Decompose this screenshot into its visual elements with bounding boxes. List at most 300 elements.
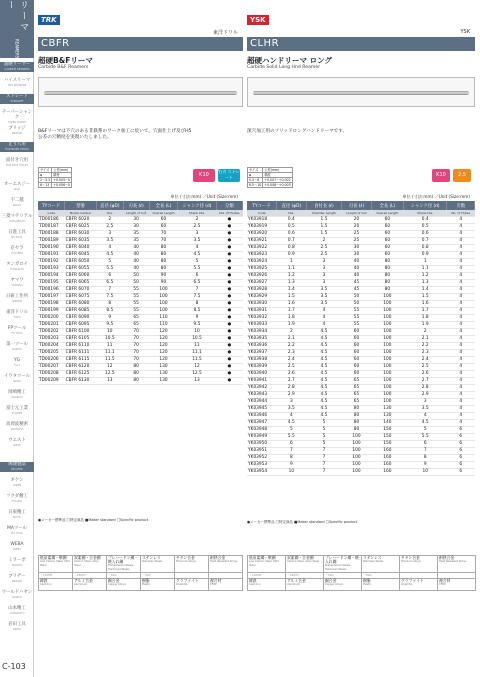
table-row bbox=[38, 301, 243, 308]
table-cell: 150 bbox=[371, 434, 403, 441]
table-cell: 30 bbox=[123, 217, 149, 224]
side-item[interactable]: オーエスジー OSG bbox=[3, 182, 31, 191]
table-row bbox=[247, 406, 475, 413]
material-table-left bbox=[38, 555, 243, 591]
side-item[interactable]: ブリヂー BRIDGE bbox=[8, 574, 26, 583]
table-cell: 4 bbox=[447, 217, 475, 224]
table-cell: ● bbox=[216, 315, 242, 322]
table-cell: 80 bbox=[149, 252, 177, 259]
table-cell: 11 bbox=[97, 343, 123, 350]
table-cell: 4 bbox=[447, 399, 475, 406]
product-title: CLHR bbox=[247, 37, 475, 51]
table-cell: 2.3 bbox=[276, 350, 306, 357]
side-item[interactable]: 第一ツール DAIICHI bbox=[6, 342, 28, 351]
side-item[interactable]: MAツール MA TOOL bbox=[7, 526, 27, 535]
table-cell: 0.4 bbox=[403, 217, 446, 224]
table-cell: 4.5 bbox=[306, 364, 341, 371]
table-cell: CBFR 6050 bbox=[65, 259, 97, 266]
table-cell: 2 bbox=[276, 329, 306, 336]
table-cell: 6 bbox=[403, 441, 446, 448]
table-cell: 2.1 bbox=[403, 336, 446, 343]
column-header: 分類 bbox=[216, 201, 242, 210]
table-cell: 0.8 bbox=[403, 245, 446, 252]
table-cell: 5 bbox=[97, 259, 123, 266]
side-item[interactable]: ストレート STRAIGHT bbox=[0, 94, 34, 104]
table-row bbox=[247, 427, 475, 434]
table-row bbox=[38, 217, 243, 224]
column-header: 全長 (L) bbox=[149, 201, 177, 210]
table-cell: 4 bbox=[447, 224, 475, 231]
side-item[interactable]: フクダ精工 FUKUDA bbox=[6, 494, 28, 503]
table-cell: 120 bbox=[149, 329, 177, 336]
legend: ●メーカー標準品 □特定商品 ■Maker standard □Specific product bbox=[38, 518, 149, 522]
table-cell: 55 bbox=[342, 322, 372, 329]
column-header: 刃長 (ℓ) bbox=[342, 201, 372, 210]
table-cell: YK03940 bbox=[247, 371, 276, 378]
side-item[interactable]: イワタツール IWATA bbox=[3, 374, 31, 383]
table-cell: 80 bbox=[371, 273, 403, 280]
material-table-right bbox=[247, 555, 476, 591]
table-cell: 100 bbox=[371, 399, 403, 406]
tolerance-cell: φ bbox=[248, 173, 263, 178]
side-item[interactable]: 高周波精密 KOSHUHA bbox=[6, 422, 28, 431]
table-cell: 1.9 bbox=[403, 322, 446, 329]
table-cell: 4.5 bbox=[403, 420, 446, 427]
table-row bbox=[38, 343, 243, 350]
side-item[interactable]: 面付き穴用 FOR FACE HOLES bbox=[5, 158, 29, 167]
side-item[interactable]: YG YG-1 bbox=[13, 358, 21, 367]
table-cell: 5.5 bbox=[276, 434, 306, 441]
table-cell: 7 bbox=[276, 448, 306, 455]
table-cell: 160 bbox=[371, 448, 403, 455]
material-cell: 鋳鉄 Cast Iron bbox=[248, 579, 286, 591]
column-subheader: Dia. bbox=[276, 210, 306, 217]
table-cell: 2.5 bbox=[306, 245, 341, 252]
table-cell: 40 bbox=[123, 259, 149, 266]
side-item[interactable]: タンガロイ TUNGALOY bbox=[6, 262, 28, 271]
table-cell: 7 bbox=[306, 469, 341, 476]
table-row bbox=[247, 385, 475, 392]
side-item[interactable]: 日東精工 NITTO bbox=[8, 510, 26, 519]
table-cell: ● bbox=[216, 280, 242, 287]
side-header: リーマー REAMERS bbox=[0, 0, 34, 58]
hardness-cell: 〜480HC bbox=[73, 573, 107, 579]
side-item[interactable]: 日進工具 NS TOOL bbox=[8, 230, 26, 239]
table-cell: 6 bbox=[447, 448, 475, 455]
table-cell: ● bbox=[216, 364, 242, 371]
table-cell: 5.5 bbox=[403, 434, 446, 441]
table-row bbox=[247, 399, 475, 406]
table-cell: 120 bbox=[149, 343, 177, 350]
table-cell: TD00194 bbox=[38, 273, 65, 280]
table-cell: 4.5 bbox=[306, 336, 341, 343]
table-cell: 20 bbox=[342, 217, 372, 224]
material-cell: 樹脂 Plastic bbox=[362, 579, 400, 591]
table-cell: 100 bbox=[371, 301, 403, 308]
side-item[interactable]: ブリッジ BRIDGE bbox=[8, 126, 26, 135]
table-cell: 7.5 bbox=[97, 294, 123, 301]
table-cell: 4 bbox=[447, 238, 475, 245]
material-cell: 鋳鉄 Cast Iron bbox=[39, 579, 73, 591]
table-cell: 60 bbox=[342, 364, 372, 371]
side-item[interactable]: 岡崎精工 OKAZAKI bbox=[8, 390, 26, 399]
table-cell: 9 bbox=[403, 462, 446, 469]
table-cell: YK03935 bbox=[247, 336, 276, 343]
table-cell: 65 bbox=[123, 322, 149, 329]
side-item[interactable]: FPツール FP TOOL bbox=[7, 326, 27, 335]
table-cell: ● bbox=[216, 308, 242, 315]
material-cell: ステンレス Stainless Steels bbox=[141, 556, 175, 573]
table-cell: 1.4 bbox=[403, 287, 446, 294]
table-cell: 0.7 bbox=[276, 238, 306, 245]
table-row bbox=[38, 266, 243, 273]
side-item[interactable]: ヤマワ YAMAWA bbox=[10, 278, 24, 287]
hardness-cell: 〜HRC bbox=[324, 573, 362, 579]
table-cell: ● bbox=[216, 259, 242, 266]
table-cell: 2.1 bbox=[276, 336, 306, 343]
table-cell: 4.5 bbox=[306, 357, 341, 364]
table-cell: 1.8 bbox=[276, 315, 306, 322]
column-header: TYコード bbox=[247, 201, 276, 210]
material-cell: グラファイト Graphite bbox=[400, 579, 438, 591]
table-cell: 2.2 bbox=[276, 343, 306, 350]
table-cell: 100 bbox=[371, 371, 403, 378]
hardness-cell: 〜HRC bbox=[141, 573, 175, 579]
table-cell: YK03939 bbox=[247, 364, 276, 371]
column-header: 直径 (φD) bbox=[97, 201, 123, 210]
side-item[interactable]: ギケン GIKEN bbox=[10, 478, 24, 487]
table-cell: 1.5 bbox=[306, 217, 341, 224]
table-cell: 130 bbox=[371, 413, 403, 420]
table-cell: 1.5 bbox=[403, 294, 446, 301]
table-cell: 4 bbox=[447, 280, 475, 287]
material-cell: プレハードン鋼・焼入れ鋼 Prehardened Steels, Hardened Steels bbox=[324, 556, 362, 573]
material-cell: グラファイト Graphite bbox=[175, 579, 209, 591]
table-cell: 8.5 bbox=[97, 308, 123, 315]
table-cell: 2.7 bbox=[276, 378, 306, 385]
table-cell: 4.5 bbox=[306, 378, 341, 385]
side-item[interactable]: 京セラ KYOCERA bbox=[10, 246, 24, 255]
column-subheader: Length of Cut bbox=[342, 210, 372, 217]
table-cell: 4 bbox=[447, 371, 475, 378]
table-cell: 100 bbox=[149, 301, 177, 308]
table-cell: TD00196 bbox=[38, 287, 65, 294]
table-cell: YK03952 bbox=[247, 455, 276, 462]
tool-image bbox=[247, 77, 475, 107]
table-row bbox=[247, 329, 475, 336]
table-cell: 100 bbox=[371, 350, 403, 357]
side-item[interactable]: 山本精工 YAMAMOTO bbox=[8, 606, 26, 615]
table-cell: 8.5 bbox=[178, 308, 216, 315]
table-cell: ● bbox=[216, 266, 242, 273]
table-cell: 9 bbox=[97, 315, 123, 322]
side-item[interactable]: 関連製品 RELATED bbox=[0, 462, 34, 472]
table-cell: YK03944 bbox=[247, 399, 276, 406]
tolerance-cell: 6～13 bbox=[39, 183, 52, 188]
table-cell: 7 bbox=[306, 462, 341, 469]
table-cell: ● bbox=[216, 357, 242, 364]
table-cell: 70 bbox=[149, 231, 177, 238]
table-cell: 160 bbox=[371, 469, 403, 476]
table-cell: 9.5 bbox=[178, 322, 216, 329]
table-cell: 90 bbox=[149, 273, 177, 280]
side-item[interactable]: テーパーシャンク TAPER SHANK bbox=[1, 110, 33, 124]
product-name-jp: 超硬B&Fリーマ bbox=[38, 56, 93, 65]
table-cell: 45 bbox=[342, 280, 372, 287]
table-cell: 3.5 bbox=[276, 406, 306, 413]
table-cell: 4.5 bbox=[306, 343, 341, 350]
column-subheader: Overall Length bbox=[149, 210, 177, 217]
table-cell: TD00209 bbox=[38, 378, 65, 385]
table-cell: 4 bbox=[447, 259, 475, 266]
column-subheader: Chamfer Length bbox=[306, 210, 341, 217]
table-cell: CBFR 6111 bbox=[65, 350, 97, 357]
table-row bbox=[38, 364, 243, 371]
material-cell: 銅合金 Copper Alloys bbox=[324, 579, 362, 591]
table-row bbox=[247, 231, 475, 238]
tolerance-cell: 精度 bbox=[263, 173, 292, 178]
table-row bbox=[38, 273, 243, 280]
table-cell: 100 bbox=[371, 315, 403, 322]
table-cell: 10.5 bbox=[178, 336, 216, 343]
tolerance-cell: 6.5～10 bbox=[249, 183, 262, 187]
side-item[interactable]: 日研工作所 NIKKEN bbox=[6, 294, 28, 303]
product-name-jp: 超硬ハンドリーマ ロング bbox=[247, 56, 332, 65]
table-cell: 60 bbox=[371, 238, 403, 245]
table-cell: 150 bbox=[371, 427, 403, 434]
table-row bbox=[247, 315, 475, 322]
table-cell: 4 bbox=[447, 322, 475, 329]
table-row bbox=[247, 322, 475, 329]
table-cell: 1.1 bbox=[403, 266, 446, 273]
side-item[interactable]: 富士元工業 FUJIGEN bbox=[6, 406, 28, 415]
table-cell: CBFR 6075 bbox=[65, 294, 97, 301]
table-cell: 13 bbox=[178, 378, 216, 385]
table-cell: 100 bbox=[371, 364, 403, 371]
table-cell: 80 bbox=[149, 259, 177, 266]
table-cell: 2.6 bbox=[403, 371, 446, 378]
column-header: 型番 bbox=[65, 201, 97, 210]
table-cell: 1.2 bbox=[276, 273, 306, 280]
table-cell: 4 bbox=[447, 413, 475, 420]
table-row bbox=[247, 343, 475, 350]
side-item[interactable]: ハイスリーマ HSS REAMERS bbox=[3, 78, 31, 87]
table-cell: 30 bbox=[123, 224, 149, 231]
table-cell: 2.8 bbox=[276, 385, 306, 392]
table-cell: 1.5 bbox=[276, 294, 306, 301]
table-row bbox=[247, 287, 475, 294]
table-cell: 0.9 bbox=[276, 252, 306, 259]
table-row bbox=[38, 329, 243, 336]
table-cell: 60 bbox=[371, 217, 403, 224]
table-cell: 6 bbox=[178, 273, 216, 280]
table-cell: 4 bbox=[306, 322, 341, 329]
flute-icon: 右刃 ストレート bbox=[218, 169, 240, 180]
table-cell: 60 bbox=[149, 224, 177, 231]
table-cell: 80 bbox=[123, 371, 149, 378]
side-item[interactable]: 岩田工具 IWATA bbox=[8, 622, 26, 631]
side-item[interactable]: ワールドハヤシ WORLD bbox=[1, 590, 33, 599]
table-cell: 11 bbox=[178, 343, 216, 350]
table-cell: 2.7 bbox=[403, 378, 446, 385]
table-cell: 25 bbox=[342, 231, 372, 238]
table-cell: 55 bbox=[123, 294, 149, 301]
table-cell: 4 bbox=[447, 378, 475, 385]
table-cell: YK03936 bbox=[247, 343, 276, 350]
table-cell: 70 bbox=[123, 336, 149, 343]
table-cell: ● bbox=[216, 231, 242, 238]
material-cell: 樹脂 Plastic bbox=[141, 579, 175, 591]
side-item[interactable]: ウエスト WEST bbox=[8, 438, 26, 447]
material-cell: 耐熱合金 Heat Resistant Alloys bbox=[438, 556, 476, 573]
table-cell: 1.7 bbox=[403, 308, 446, 315]
tolerance-table bbox=[38, 167, 72, 188]
table-cell: 80 bbox=[149, 266, 177, 273]
table-cell: 4 bbox=[97, 245, 123, 252]
hardness-cell: 〜480HC bbox=[286, 573, 324, 579]
tolerance-cell: +0.005~0 bbox=[53, 178, 70, 182]
table-cell: 4 bbox=[447, 343, 475, 350]
table-cell: 100 bbox=[342, 448, 372, 455]
table-row bbox=[247, 238, 475, 245]
table-cell: 80 bbox=[371, 266, 403, 273]
table-cell: TD00208 bbox=[38, 371, 65, 378]
table-cell: 0.9 bbox=[403, 252, 446, 259]
table-cell: 5.5 bbox=[97, 266, 123, 273]
table-cell: TD00191 bbox=[38, 252, 65, 259]
table-cell: 130 bbox=[149, 378, 177, 385]
table-cell: TD00202 bbox=[38, 329, 65, 336]
table-row bbox=[247, 252, 475, 259]
table-cell: CBFR 6095 bbox=[65, 322, 97, 329]
table-cell: ● bbox=[216, 224, 242, 231]
material-cell: チタン合金 Titanium Alloys bbox=[175, 556, 209, 573]
table-cell: 6 bbox=[447, 441, 475, 448]
table-cell: CBFR 6110 bbox=[65, 343, 97, 350]
table-row bbox=[38, 231, 243, 238]
table-cell: YK03949 bbox=[247, 434, 276, 441]
side-item[interactable]: 東洋ドリル TOYO bbox=[6, 310, 28, 319]
table-cell: YK03930 bbox=[247, 301, 276, 308]
material-cell: 銅合金 Copper Alloys bbox=[107, 579, 141, 591]
table-row bbox=[247, 245, 475, 252]
column-header: 刃長 (ℓ) bbox=[123, 201, 149, 210]
table-cell: 50 bbox=[123, 280, 149, 287]
maker-name: 東洋ドリル bbox=[212, 30, 238, 36]
tolerance-cell: 公差(mm) bbox=[263, 168, 292, 173]
table-cell: 4.5 bbox=[97, 252, 123, 259]
table-cell: CBFR 6055 bbox=[65, 266, 97, 273]
table-cell: 60 bbox=[342, 343, 372, 350]
table-cell: 1.2 bbox=[403, 273, 446, 280]
page-number: C-103 bbox=[2, 662, 26, 671]
side-item[interactable]: 止り穴用 FOR BLIND HOLES bbox=[0, 142, 34, 152]
side-item[interactable]: WEBA WEBA bbox=[10, 542, 24, 551]
table-cell: 80 bbox=[342, 427, 372, 434]
table-cell: 4.5 bbox=[306, 406, 341, 413]
table-cell: 1.5 bbox=[306, 231, 341, 238]
table-cell: 10 bbox=[403, 469, 446, 476]
table-cell: 2.9 bbox=[276, 392, 306, 399]
table-cell: 80 bbox=[371, 259, 403, 266]
table-cell: YK03921 bbox=[247, 238, 276, 245]
table-cell: ● bbox=[216, 350, 242, 357]
table-cell: 2 bbox=[306, 238, 341, 245]
table-cell: CBFR 6085 bbox=[65, 308, 97, 315]
table-cell: 0.7 bbox=[403, 238, 446, 245]
side-item[interactable]: 不二越 NACHI bbox=[10, 198, 24, 207]
table-cell: CBFR 6065 bbox=[65, 280, 97, 287]
table-cell: 6.5 bbox=[178, 280, 216, 287]
column-subheader: Overall Length bbox=[371, 210, 403, 217]
table-cell: 65 bbox=[342, 378, 372, 385]
table-cell: 3 bbox=[178, 231, 216, 238]
table-cell: YK03920 bbox=[247, 231, 276, 238]
table-cell: 70 bbox=[123, 329, 149, 336]
column-header: 直径 (φD) bbox=[276, 201, 306, 210]
table-cell: 60 bbox=[149, 217, 177, 224]
column-subheader: Shank Dia. bbox=[178, 210, 216, 217]
table-cell: 12 bbox=[97, 364, 123, 371]
table-cell: 3.5 bbox=[97, 238, 123, 245]
table-cell: 2.5 bbox=[276, 364, 306, 371]
table-cell: 6 bbox=[447, 427, 475, 434]
column-subheader: Code bbox=[38, 210, 65, 217]
table-cell: ● bbox=[216, 287, 242, 294]
table-cell: 5 bbox=[306, 441, 341, 448]
table-cell: 2.8 bbox=[403, 385, 446, 392]
table-cell: YK03918 bbox=[247, 217, 276, 224]
table-cell: 0.6 bbox=[276, 231, 306, 238]
table-cell: 35 bbox=[123, 231, 149, 238]
table-cell: 2.5 bbox=[178, 224, 216, 231]
table-cell: 5 bbox=[306, 427, 341, 434]
table-cell: 4.5 bbox=[306, 329, 341, 336]
column-header: シャンク径 (d) bbox=[178, 201, 216, 210]
table-cell: 7 bbox=[403, 448, 446, 455]
table-cell: ● bbox=[216, 238, 242, 245]
table-cell: 4 bbox=[306, 308, 341, 315]
table-cell: 60 bbox=[371, 231, 403, 238]
side-item[interactable]: 超硬リーマー CARBIDE REAMERS bbox=[0, 62, 34, 72]
product-title: CBFR bbox=[38, 37, 243, 51]
table-cell: ● bbox=[216, 378, 242, 385]
table-cell: 80 bbox=[123, 364, 149, 371]
table-cell: 4 bbox=[447, 308, 475, 315]
table-cell: TD00195 bbox=[38, 280, 65, 287]
table-cell: 100 bbox=[149, 294, 177, 301]
side-item[interactable]: 三菱マテリアル MITSUBISHI bbox=[1, 214, 33, 223]
table-cell: 11.1 bbox=[97, 350, 123, 357]
table-row bbox=[38, 259, 243, 266]
material-cell: アルミ合金 Aluminum bbox=[73, 579, 107, 591]
table-cell: CBFR 6030 bbox=[65, 231, 97, 238]
table-cell: 12.5 bbox=[97, 371, 123, 378]
table-cell: ● bbox=[216, 336, 242, 343]
side-item[interactable]: ミラーポ MIRAPO bbox=[8, 558, 26, 567]
table-cell: YK03927 bbox=[247, 280, 276, 287]
table-row bbox=[247, 462, 475, 469]
table-cell: YK03948 bbox=[247, 427, 276, 434]
table-cell: YK03950 bbox=[247, 441, 276, 448]
hardness-cell: 〜HRC bbox=[107, 573, 141, 579]
tolerance-table bbox=[247, 167, 293, 188]
table-cell: 4.5 bbox=[306, 350, 341, 357]
table-row bbox=[247, 434, 475, 441]
table-cell: 80 bbox=[342, 413, 372, 420]
table-cell: 3.5 bbox=[306, 287, 341, 294]
table-cell: 8 bbox=[97, 301, 123, 308]
